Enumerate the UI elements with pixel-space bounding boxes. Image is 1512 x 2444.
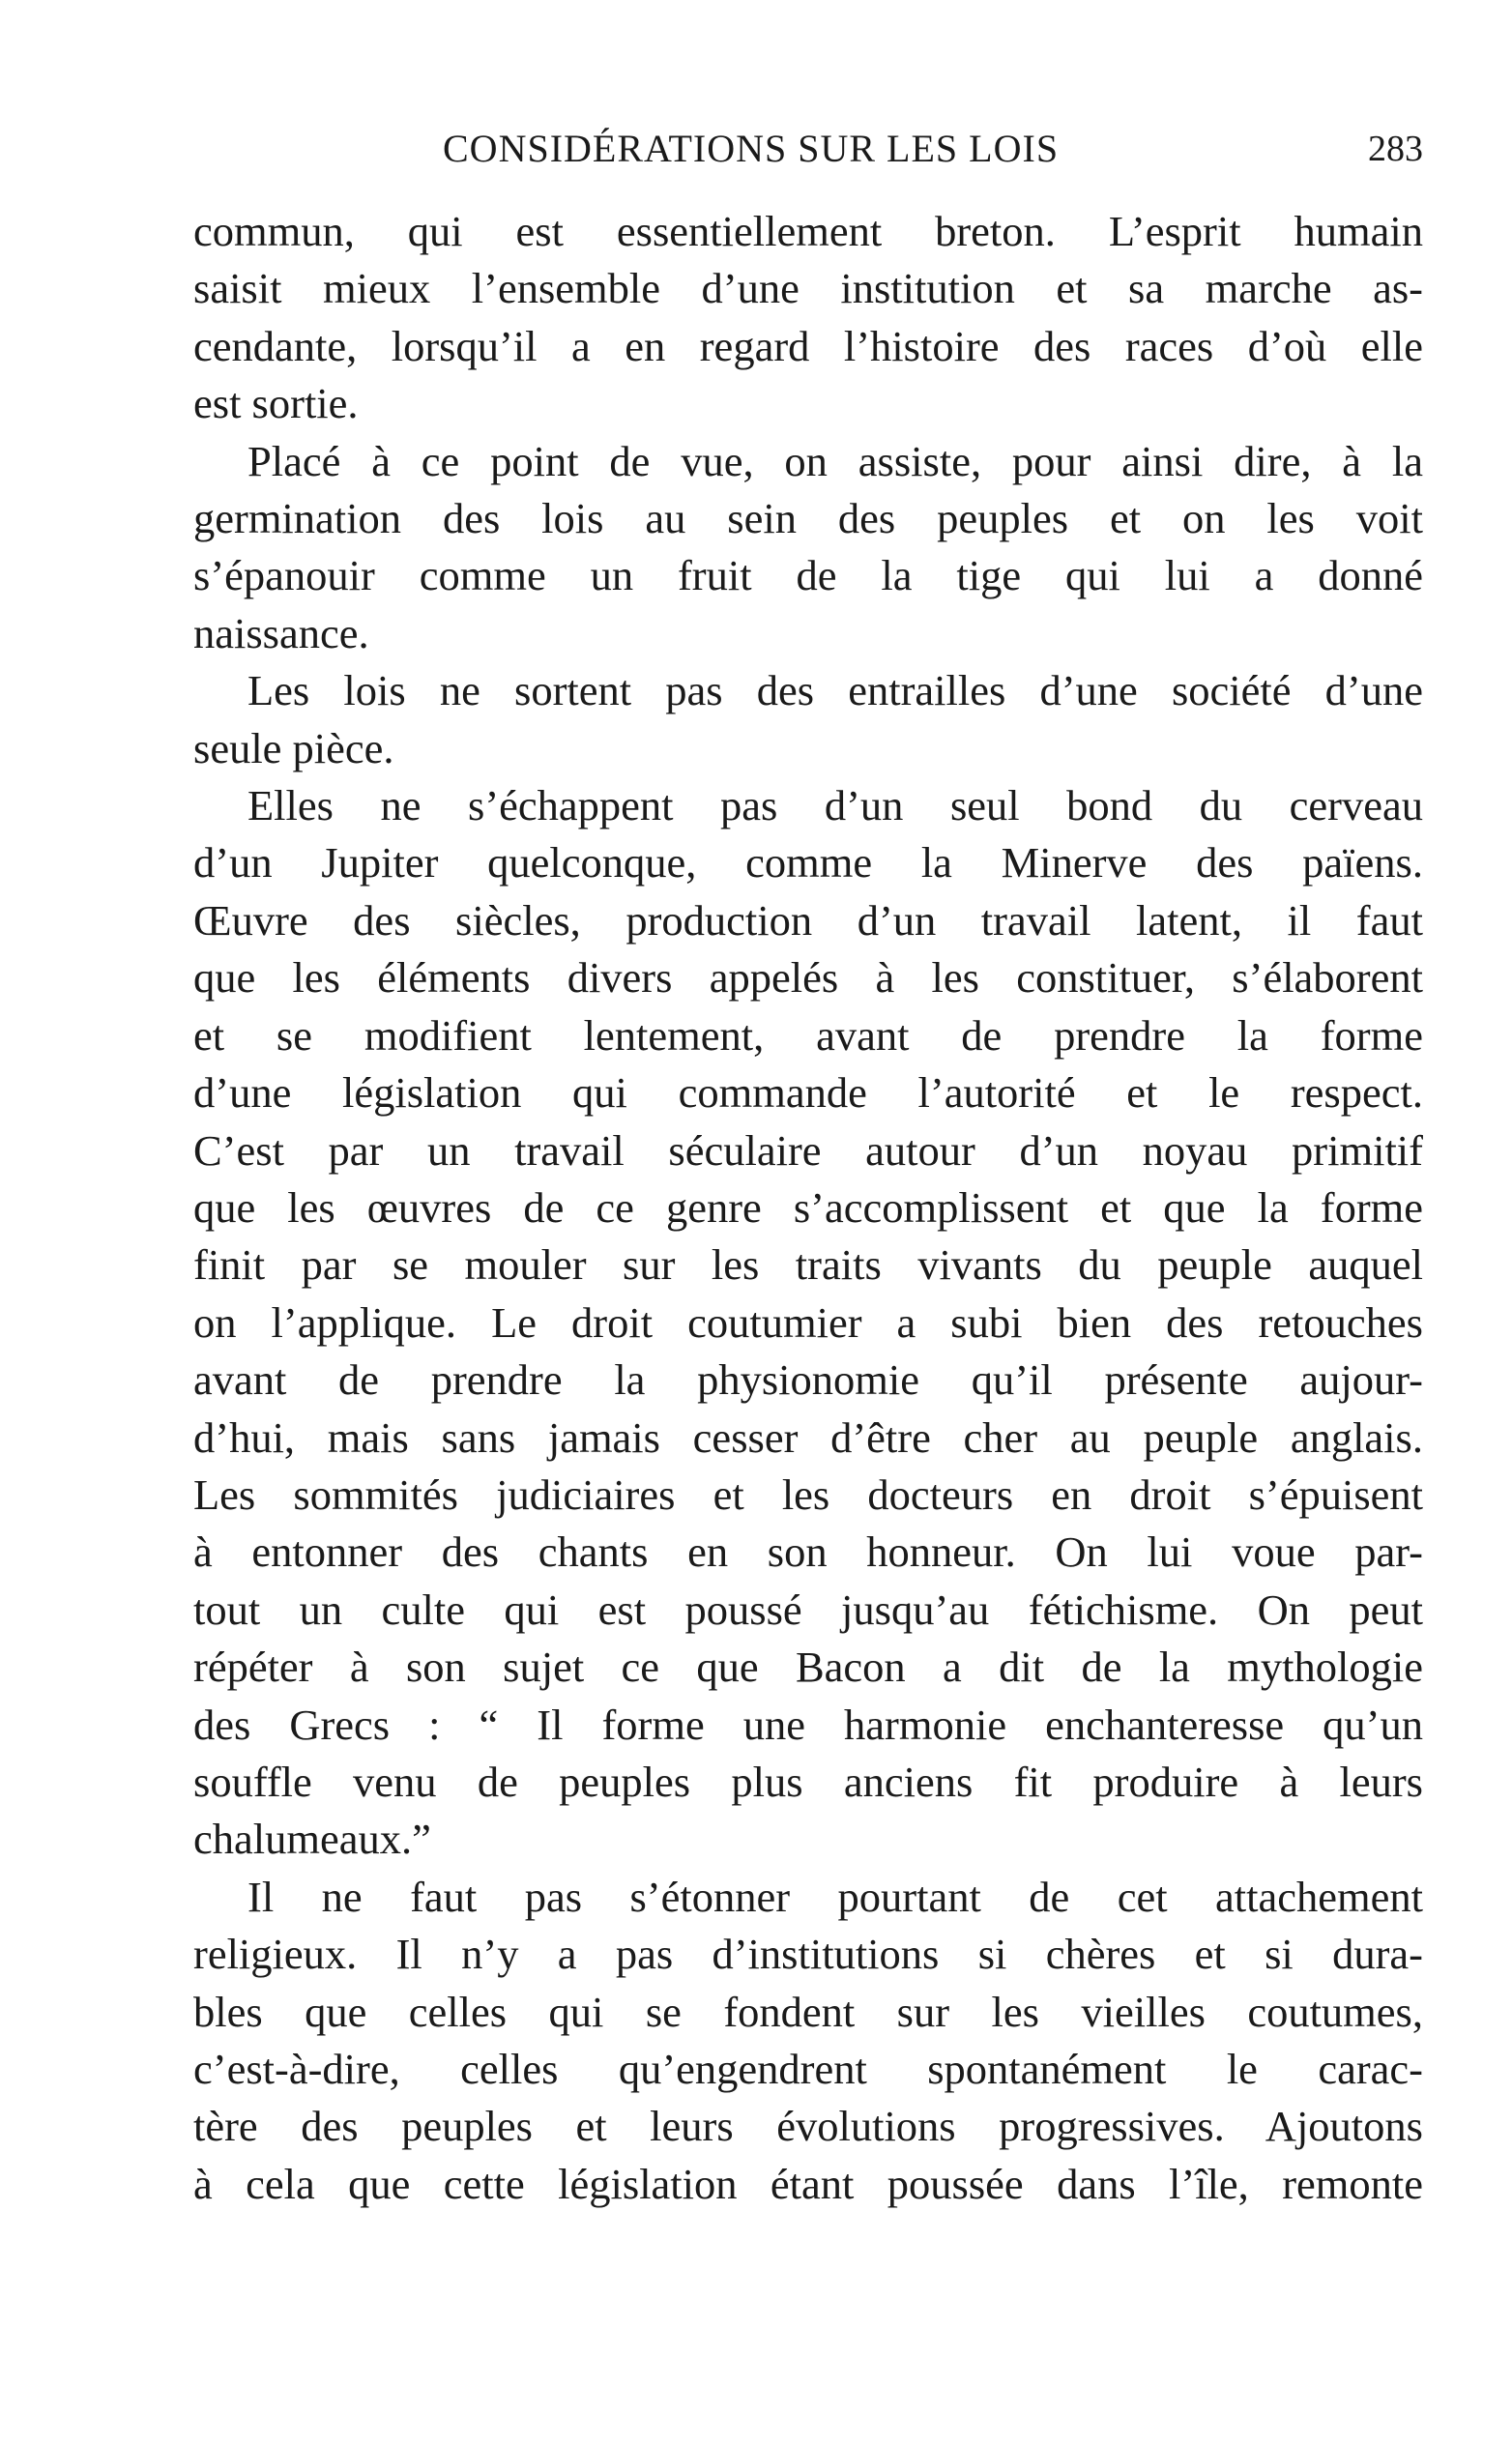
text-line: que les éléments divers appelés à les constituer, s’élaborent xyxy=(193,953,1423,1003)
text-line: Il ne faut pas s’étonner pourtant de cet attachement xyxy=(247,1872,1423,1921)
text-line: on l’applique. Le droit coutumier a subi bien des retouches xyxy=(193,1297,1423,1347)
text-line: chalumeaux.” xyxy=(193,1815,431,1864)
page-number: 283 xyxy=(1368,129,1423,169)
text-line: d’un Jupiter quelconque, comme la Minerve des païens. xyxy=(193,838,1423,887)
text-line: seule pièce. xyxy=(193,723,394,772)
text-line: tout un culte qui est poussé jusqu’au fétichisme. On peut xyxy=(193,1585,1423,1634)
paragraph xyxy=(193,203,1423,433)
text-line: d’hui, mais sans jamais cesser d’être cher au peuple anglais. xyxy=(193,1412,1423,1462)
text-line: Placé à ce point de vue, on assiste, pour ainsi dire, à la xyxy=(247,436,1423,485)
text-line: tère des peuples et leurs évolutions progressives. Ajoutons xyxy=(193,2102,1423,2151)
text-line: à cela que cette législation étant poussée dans l’île, remonte xyxy=(193,2159,1423,2208)
text-line: c’est-à-dire, celles qu’engendrent spontanément le carac- xyxy=(193,2045,1423,2093)
running-title: CONSIDÉRATIONS SUR LES LOIS xyxy=(443,127,1060,170)
text-line: finit par se mouler sur les traits vivants du peuple auquel xyxy=(193,1240,1423,1290)
text-line: naissance. xyxy=(193,608,369,657)
text-line: souffle venu de peuples plus anciens fit produire à leurs xyxy=(193,1757,1423,1806)
paragraph xyxy=(193,777,1423,1869)
paragraph xyxy=(193,1869,1423,2213)
text-line: à entonner des chants en son honneur. On lui voue par- xyxy=(193,1528,1423,1577)
text-line: C’est par un travail séculaire autour d’un noyau primitif xyxy=(193,1125,1423,1175)
text-line: cendante, lorsqu’il a en regard l’histoire des races d’où elle xyxy=(193,321,1423,370)
text-line: et se modifient lentement, avant de prendre la forme xyxy=(193,1010,1423,1060)
text-line: s’épanouir comme un fruit de la tige qui lui a donné xyxy=(193,551,1423,600)
text-line: est sortie. xyxy=(193,379,359,428)
text-line: avant de prendre la physionomie qu’il présente aujour- xyxy=(193,1355,1423,1405)
paragraph xyxy=(193,433,1423,663)
text-line: commun, qui est essentiellement breton. L’esprit humain xyxy=(193,207,1423,255)
body-text xyxy=(193,203,1423,2213)
text-line: d’une législation qui commande l’autorité et le respect. xyxy=(193,1068,1423,1118)
text-line: Les sommités judiciaires et les docteurs en droit s’épuisent xyxy=(193,1469,1423,1519)
text-line: bles que celles qui se fondent sur les vieilles coutumes, xyxy=(193,1987,1423,2036)
text-line: des Grecs : “ Il forme une harmonie enchanteresse qu’un xyxy=(193,1700,1423,1749)
paragraph xyxy=(193,662,1423,777)
text-line: Œuvre des siècles, production d’un travail latent, il faut xyxy=(193,895,1423,945)
running-head xyxy=(193,124,1423,174)
text-line: germination des lois au sein des peuples et on les voit xyxy=(193,494,1423,543)
text-line: répéter à son sujet ce que Bacon a dit de la mythologie xyxy=(193,1643,1423,1692)
text-line: saisit mieux l’ensemble d’une institution et sa marche as- xyxy=(193,264,1423,313)
text-line: que les œuvres de ce genre s’accomplissent et que la forme xyxy=(193,1182,1423,1232)
text-line: Les lois ne sortent pas des entrailles d’une société d’une xyxy=(247,666,1423,715)
text-line: religieux. Il n’y a pas d’institutions si chères et si dura- xyxy=(193,1930,1423,1979)
text-line: Elles ne s’échappent pas d’un seul bond du cerveau xyxy=(247,781,1423,830)
